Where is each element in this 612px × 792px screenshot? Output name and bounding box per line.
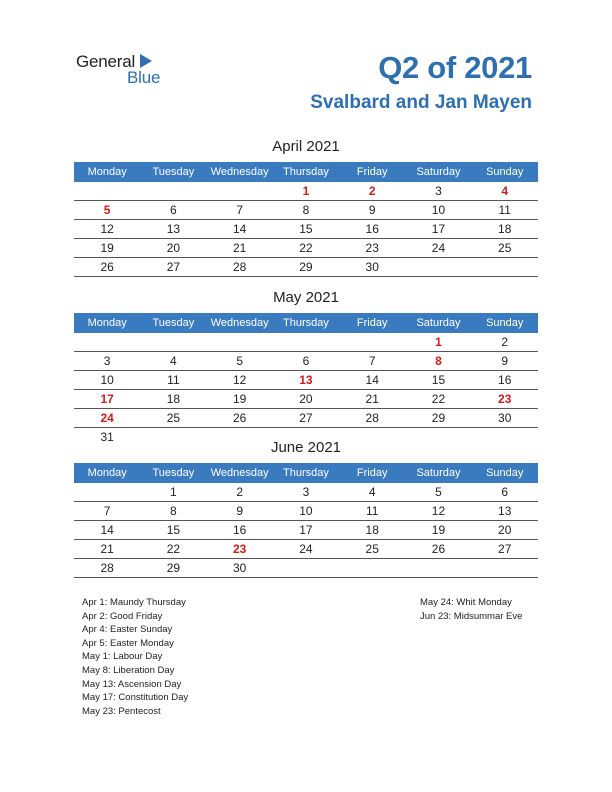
empty-day-cell	[339, 333, 405, 351]
day-cell: 10	[100, 373, 114, 387]
weekday-label: Sunday	[486, 317, 524, 329]
day-cell: 20	[498, 523, 512, 537]
weekday-label: Thursday	[283, 317, 329, 329]
empty-day-cell	[273, 559, 339, 577]
day-cell: 20	[166, 241, 181, 255]
empty-day-cell	[140, 182, 206, 200]
day-cell: 20	[299, 392, 313, 406]
day-cell: 17	[299, 523, 313, 537]
holiday-entry: May 23: Pentecost	[82, 705, 161, 717]
day-cell: 14	[100, 523, 114, 537]
day-cell: 29	[299, 260, 313, 274]
holiday-day-cell: 13	[299, 373, 313, 387]
day-cell: 27	[299, 411, 313, 425]
day-cell: 11	[365, 504, 379, 518]
day-cell: 28	[100, 561, 114, 575]
holiday-day-cell: 1	[435, 335, 442, 349]
holiday-day-cell: 1	[302, 184, 310, 198]
weekday-header	[74, 463, 538, 483]
logo-general-text: General	[76, 52, 136, 71]
day-cell: 1	[170, 485, 177, 499]
day-cell: 18	[365, 523, 379, 537]
empty-day-cell	[273, 333, 339, 351]
day-cell: 30	[232, 561, 247, 575]
day-cell: 16	[232, 523, 247, 537]
week-row	[74, 559, 538, 578]
day-cell: 4	[368, 485, 376, 499]
holiday-entry: May 8: Liberation Day	[82, 664, 175, 676]
holiday-entry: Apr 5: Easter Monday	[82, 637, 174, 649]
weekday-label: Monday	[87, 467, 127, 479]
day-cell: 18	[166, 392, 181, 406]
day-cell: 15	[431, 373, 446, 387]
day-cell: 31	[100, 430, 114, 444]
holiday-entry: Apr 1: Maundy Thursday	[82, 597, 186, 608]
day-cell: 15	[166, 523, 181, 537]
day-cell: 12	[232, 373, 247, 387]
holiday-list-right	[420, 596, 522, 623]
page-title: Q2 of 2021	[378, 50, 532, 85]
logo-flag-icon	[140, 54, 152, 68]
calendar-april	[74, 138, 538, 277]
day-cell: 28	[365, 411, 379, 425]
week-row	[74, 352, 538, 371]
month-title: April 2021	[272, 138, 340, 155]
empty-day-cell	[472, 559, 538, 577]
day-cell: 14	[232, 222, 247, 236]
holiday-day-cell: 23	[498, 392, 512, 406]
week-row	[74, 333, 538, 352]
day-cell: 7	[368, 354, 376, 368]
weekday-label: Thursday	[283, 467, 329, 479]
week-row	[74, 502, 538, 521]
day-cell: 23	[365, 241, 379, 255]
day-cell: 27	[498, 542, 512, 556]
holiday-day-cell: 23	[232, 542, 247, 556]
empty-day-cell	[140, 333, 206, 351]
holiday-entry: Apr 2: Good Friday	[82, 610, 163, 622]
day-cell: 5	[236, 354, 243, 368]
day-cell: 11	[498, 203, 511, 217]
weekday-label: Tuesday	[152, 467, 195, 479]
weekday-label: Tuesday	[152, 166, 195, 178]
weekday-label: Saturday	[416, 317, 461, 329]
day-cell: 5	[435, 485, 442, 499]
day-cell: 26	[431, 542, 446, 556]
week-row	[74, 258, 538, 277]
day-cell: 19	[431, 523, 446, 537]
holiday-entry: May 1: Labour Day	[82, 651, 163, 663]
day-cell: 22	[166, 542, 181, 556]
holiday-entry: Apr 4: Easter Sunday	[82, 624, 173, 636]
holiday-entry: Jun 23: Midsummar Eve	[420, 610, 523, 622]
day-cell: 24	[299, 542, 313, 556]
holiday-entry: May 24: Whit Monday	[420, 597, 512, 608]
week-row	[74, 540, 538, 559]
day-cell: 29	[166, 561, 181, 575]
empty-day-cell	[74, 333, 140, 351]
weekday-label: Saturday	[416, 166, 461, 178]
week-row	[74, 409, 538, 428]
logo	[76, 52, 186, 92]
day-cell: 21	[232, 241, 247, 255]
day-cell: 9	[501, 354, 509, 368]
day-cell: 3	[435, 184, 442, 198]
weekday-header	[74, 162, 538, 182]
day-cell: 19	[232, 392, 247, 406]
month-title: June 2021	[270, 439, 342, 456]
day-cell: 15	[299, 222, 313, 236]
day-cell: 4	[170, 354, 177, 368]
holiday-day-cell: 24	[100, 411, 114, 425]
holiday-entry: May 17: Constitution Day	[82, 692, 189, 704]
weekday-label: Friday	[356, 166, 388, 178]
logo-blue-text: Blue	[127, 68, 161, 87]
holiday-entry: May 13: Ascension Day	[82, 678, 182, 690]
day-cell: 24	[431, 241, 446, 255]
holiday-day-cell: 17	[100, 392, 114, 406]
day-cell: 30	[365, 260, 379, 274]
day-cell: 19	[100, 241, 114, 255]
day-cell: 25	[365, 542, 379, 556]
weekday-label: Wednesday	[210, 467, 269, 479]
day-cell: 11	[167, 373, 180, 387]
day-cell: 2	[236, 485, 243, 499]
day-cell: 25	[498, 241, 512, 255]
day-cell: 6	[302, 354, 310, 368]
day-cell: 29	[431, 411, 446, 425]
day-cell: 18	[498, 222, 512, 236]
weekday-label: Tuesday	[152, 317, 195, 329]
empty-day-cell	[472, 258, 538, 276]
day-cell: 6	[501, 485, 509, 499]
empty-day-cell	[405, 559, 471, 577]
day-cell: 7	[103, 504, 111, 518]
day-cell: 3	[103, 354, 111, 368]
week-row	[74, 390, 538, 409]
day-cell: 14	[365, 373, 379, 387]
month-title: May 2021	[273, 289, 339, 306]
week-row	[74, 201, 538, 220]
day-cell: 17	[431, 222, 446, 236]
day-cell: 9	[236, 504, 243, 518]
day-cell: 8	[170, 504, 177, 518]
empty-day-cell	[405, 258, 471, 276]
weekday-label: Saturday	[416, 467, 461, 479]
empty-day-cell	[74, 182, 140, 200]
day-cell: 6	[170, 203, 177, 217]
day-cell: 26	[100, 260, 114, 274]
day-cell: 7	[236, 203, 243, 217]
week-row	[74, 371, 538, 390]
holiday-day-cell: 2	[368, 184, 376, 198]
holiday-day-cell: 4	[501, 184, 509, 198]
weekday-label: Sunday	[486, 166, 524, 178]
week-row	[74, 220, 538, 239]
day-cell: 12	[100, 222, 114, 236]
day-cell: 22	[431, 392, 446, 406]
day-cell: 8	[302, 203, 310, 217]
holiday-day-cell: 8	[435, 354, 442, 368]
day-cell: 12	[431, 504, 446, 518]
weekday-label: Monday	[87, 166, 127, 178]
weekday-label: Monday	[87, 317, 127, 329]
day-cell: 28	[232, 260, 247, 274]
day-cell: 16	[365, 222, 379, 236]
week-row	[74, 239, 538, 258]
empty-day-cell	[339, 559, 405, 577]
day-cell: 22	[299, 241, 313, 255]
weekday-label: Wednesday	[210, 317, 269, 329]
weekday-header	[74, 313, 538, 333]
weekday-label: Sunday	[486, 467, 524, 479]
weekday-label: Friday	[356, 467, 388, 479]
week-row	[74, 521, 538, 540]
day-cell: 10	[299, 504, 313, 518]
holiday-day-cell: 5	[103, 203, 111, 217]
empty-day-cell	[207, 333, 273, 351]
calendar-june	[74, 439, 538, 578]
day-cell: 27	[166, 260, 181, 274]
calendar-may	[74, 289, 538, 447]
week-row	[74, 182, 538, 201]
day-cell: 16	[498, 373, 512, 387]
holiday-list-left	[82, 596, 188, 718]
day-cell: 13	[166, 222, 181, 236]
empty-day-cell	[207, 182, 273, 200]
day-cell: 30	[498, 411, 512, 425]
day-cell: 2	[501, 335, 509, 349]
day-cell: 13	[498, 504, 512, 518]
empty-day-cell	[74, 483, 140, 501]
weekday-label: Friday	[356, 317, 388, 329]
day-cell: 21	[365, 392, 379, 406]
day-cell: 25	[166, 411, 181, 425]
weekday-label: Wednesday	[210, 166, 269, 178]
weekday-label: Thursday	[283, 166, 329, 178]
day-cell: 21	[100, 542, 114, 556]
day-cell: 10	[431, 203, 446, 217]
day-cell: 9	[368, 203, 376, 217]
day-cell: 26	[232, 411, 247, 425]
day-cell: 3	[302, 485, 310, 499]
page-subtitle: Svalbard and Jan Mayen	[310, 92, 532, 113]
week-row	[74, 483, 538, 502]
